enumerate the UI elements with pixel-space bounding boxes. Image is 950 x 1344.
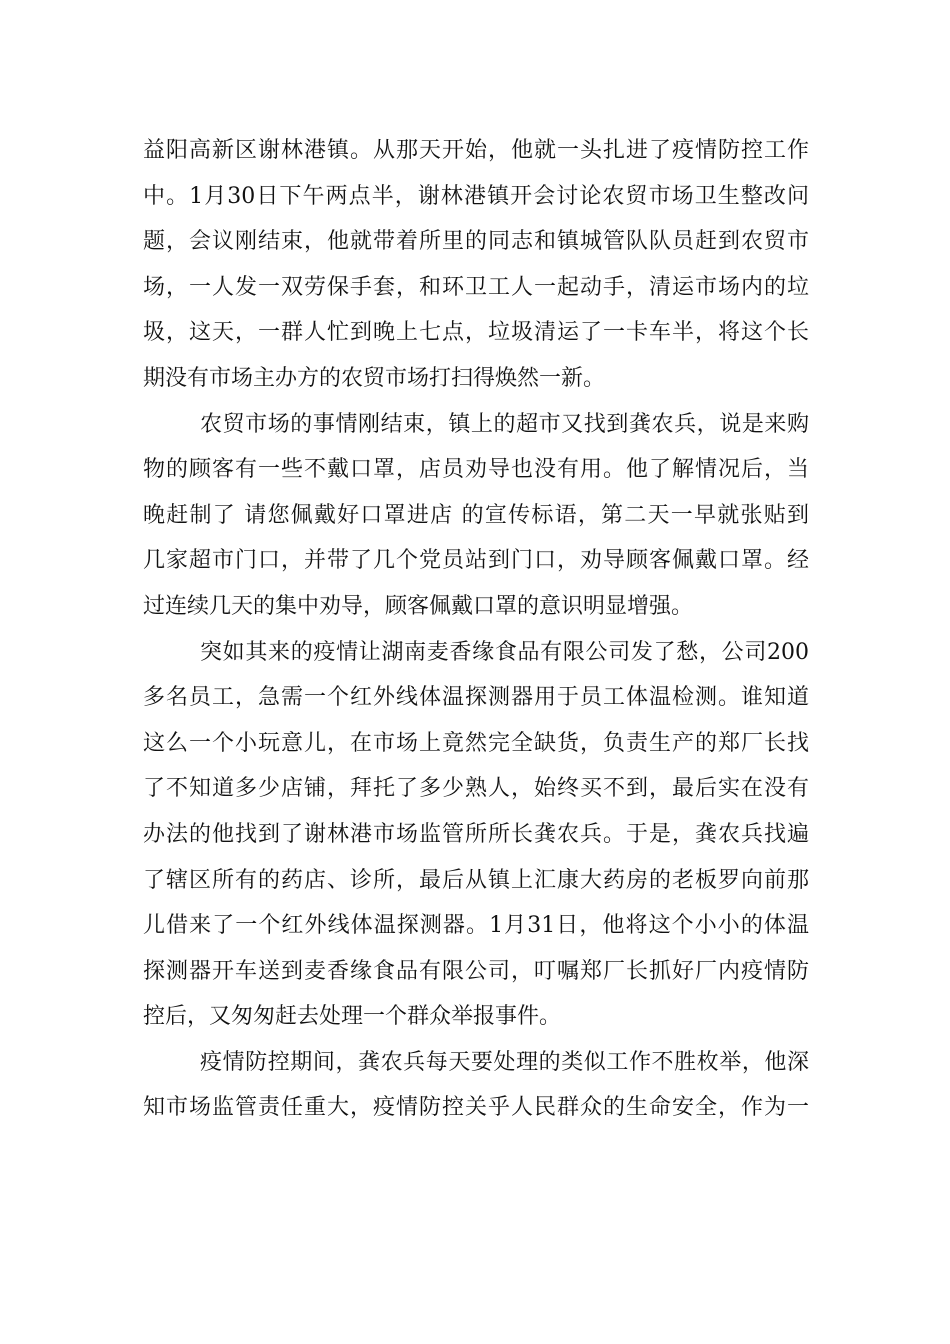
text-line: 控后，又匆匆赶去处理一个群众举报事件。 <box>143 1004 562 1030</box>
text-line: 农贸市场的事情刚结束，镇上的超市又找到龚农兵，说是来购 <box>200 411 809 437</box>
text-line: 多名员工，急需一个红外线体温探测器用于员工体温检测。谁知道 <box>143 685 809 711</box>
text-line: 过连续几天的集中劝导，顾客佩戴口罩的意识明显增强。 <box>143 593 694 619</box>
text-line: 办法的他找到了谢林港市场监管所所长龚农兵。于是，龚农兵找遍 <box>143 821 809 847</box>
paragraph <box>143 402 809 630</box>
text-line: 圾，这天，一群人忙到晚上七点，垃圾清运了一卡车半，将这个长 <box>143 320 809 346</box>
body-text <box>143 128 809 1131</box>
text-line: 物的顾客有一些不戴口罩，店员劝导也没有用。他了解情况后，当 <box>143 457 809 483</box>
text-line: 知市场监管责任重大，疫情防控关乎人民群众的生命安全，作为一 <box>143 1095 809 1121</box>
text-line: 几家超市门口，并带了几个党员站到门口，劝导顾客佩戴口罩。经 <box>143 548 809 574</box>
text-line: 儿借来了一个红外线体温探测器。1月31日，他将这个小小的体温 <box>143 913 809 939</box>
text-line: 这么一个小玩意儿，在市场上竟然完全缺货，负责生产的郑厂长找 <box>143 730 809 756</box>
text-line: 中。1月30日下午两点半，谢林港镇开会讨论农贸市场卫生整改问 <box>143 183 809 209</box>
text-line: 晚赶制了 请您佩戴好口罩进店 的宣传标语，第二天一早就张贴到 <box>143 502 809 528</box>
text-line: 期没有市场主办方的农贸市场打扫得焕然一新。 <box>143 365 606 391</box>
paragraph <box>143 630 809 1040</box>
paragraph <box>143 128 809 402</box>
text-line: 题，会议刚结束，他就带着所里的同志和镇城管队队员赶到农贸市 <box>143 229 809 255</box>
text-line: 场，一人发一双劳保手套，和环卫工人一起动手，清运市场内的垃 <box>143 274 809 300</box>
text-line: 了不知道多少店铺，拜托了多少熟人，始终买不到，最后实在没有 <box>143 776 809 802</box>
text-line: 疫情防控期间，龚农兵每天要处理的类似工作不胜枚举，他深 <box>200 1049 809 1075</box>
text-line: 益阳高新区谢林港镇。从那天开始，他就一头扎进了疫情防控工作 <box>143 138 809 163</box>
text-line: 突如其来的疫情让湖南麦香缘食品有限公司发了愁，公司200 <box>200 639 809 665</box>
text-line: 了辖区所有的药店、诊所，最后从镇上汇康大药房的老板罗向前那 <box>143 867 809 893</box>
paragraph <box>143 1040 809 1131</box>
text-line: 探测器开车送到麦香缘食品有限公司，叮嘱郑厂长抓好厂内疫情防 <box>143 958 809 984</box>
